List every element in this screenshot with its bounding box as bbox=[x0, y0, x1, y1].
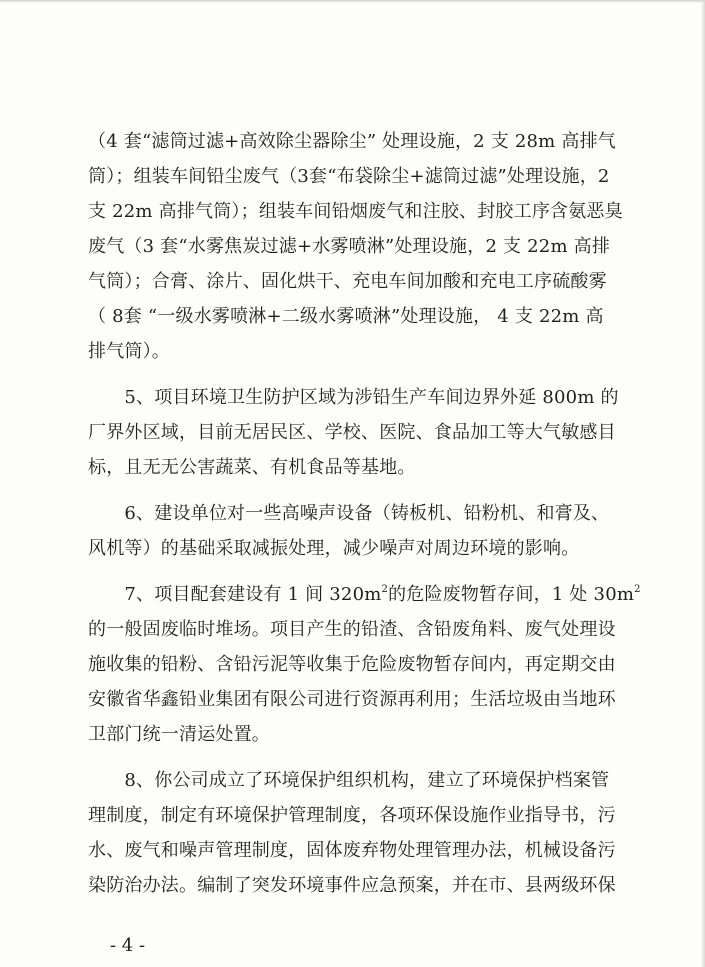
paragraph-5-line: 5、项目环境卫生防护区域为涉铅生产车间边界外延 800m 的 bbox=[88, 387, 619, 408]
text-line: 染防治办法。编制了突发环境事件应急预案，并在市、县两级环保 bbox=[88, 875, 616, 896]
document-body bbox=[88, 124, 641, 903]
paragraph-8-line: 8、你公司成立了环境保护组织机构，建立了环境保护档案管 bbox=[88, 770, 610, 791]
text-segment: 的危险废物暂存间，1 处 30m bbox=[388, 584, 635, 605]
text-line: （ 8套 “一级水雾喷淋+二级水雾喷淋”处理设施， 4 支 22m 高 bbox=[88, 306, 604, 327]
text-line: 排气筒）。 bbox=[88, 341, 170, 362]
paragraph-7-line bbox=[88, 577, 641, 612]
superscript: 2 bbox=[381, 584, 389, 595]
page-number: - 4 - bbox=[110, 935, 146, 956]
text-line: 的一般固废临时堆场。项目产生的铅渣、含铅废角料、废气处理设 bbox=[88, 619, 616, 640]
text-line: 筒）；组装车间铅尘废气（3套“布袋除尘+滤筒过滤”处理设施，2 bbox=[88, 166, 610, 187]
text-line: （4 套“滤筒过滤+高效除尘器除尘” 处理设施，2 支 28m 高排气 bbox=[88, 131, 616, 152]
text-line: 风机等）的基础采取减振处理，减少噪声对周边环境的影响。 bbox=[88, 538, 580, 559]
text-segment: 7、项目配套建设有 1 间 320m bbox=[88, 584, 382, 605]
text-line: 理制度，制定有环境保护管理制度，各项环保设施作业指导书，污 bbox=[88, 805, 616, 826]
scan-edge-right bbox=[701, 0, 705, 967]
text-line: 厂界外区域，目前无居民区、学校、医院、食品加工等大气敏感目 bbox=[88, 422, 616, 443]
superscript: 2 bbox=[634, 584, 641, 595]
text-line: 气筒）；合膏、涂片、固化烘干、充电车间加酸和充电工序硫酸雾 bbox=[88, 271, 607, 292]
text-line: 安徽省华鑫铅业集团有限公司进行资源再利用；生活垃圾由当地环 bbox=[88, 689, 616, 710]
text-line: 施收集的铅粉、含铅污泥等收集于危险废物暂存间内，再定期交由 bbox=[88, 654, 616, 675]
text-line: 支 22m 高排气筒）；组装车间铅烟废气和注胶、封胶工序含氨恶臭 bbox=[88, 201, 623, 222]
text-line: 卫部门统一清运处置。 bbox=[88, 724, 270, 745]
text-line: 废气（3 套“水雾焦炭过滤+水雾喷淋”处理设施，2 支 22m 高排 bbox=[88, 236, 611, 257]
text-line: 标，且无无公害蔬菜、有机食品等基地。 bbox=[88, 457, 416, 478]
scan-edge-top bbox=[0, 0, 705, 3]
paragraph-6-line: 6、建设单位对一些高噪声设备（铸板机、铅粉机、和膏及、 bbox=[88, 503, 610, 524]
text-line: 水、废气和噪声管理制度，固体废弃物处理管理办法，机械设备污 bbox=[88, 840, 616, 861]
